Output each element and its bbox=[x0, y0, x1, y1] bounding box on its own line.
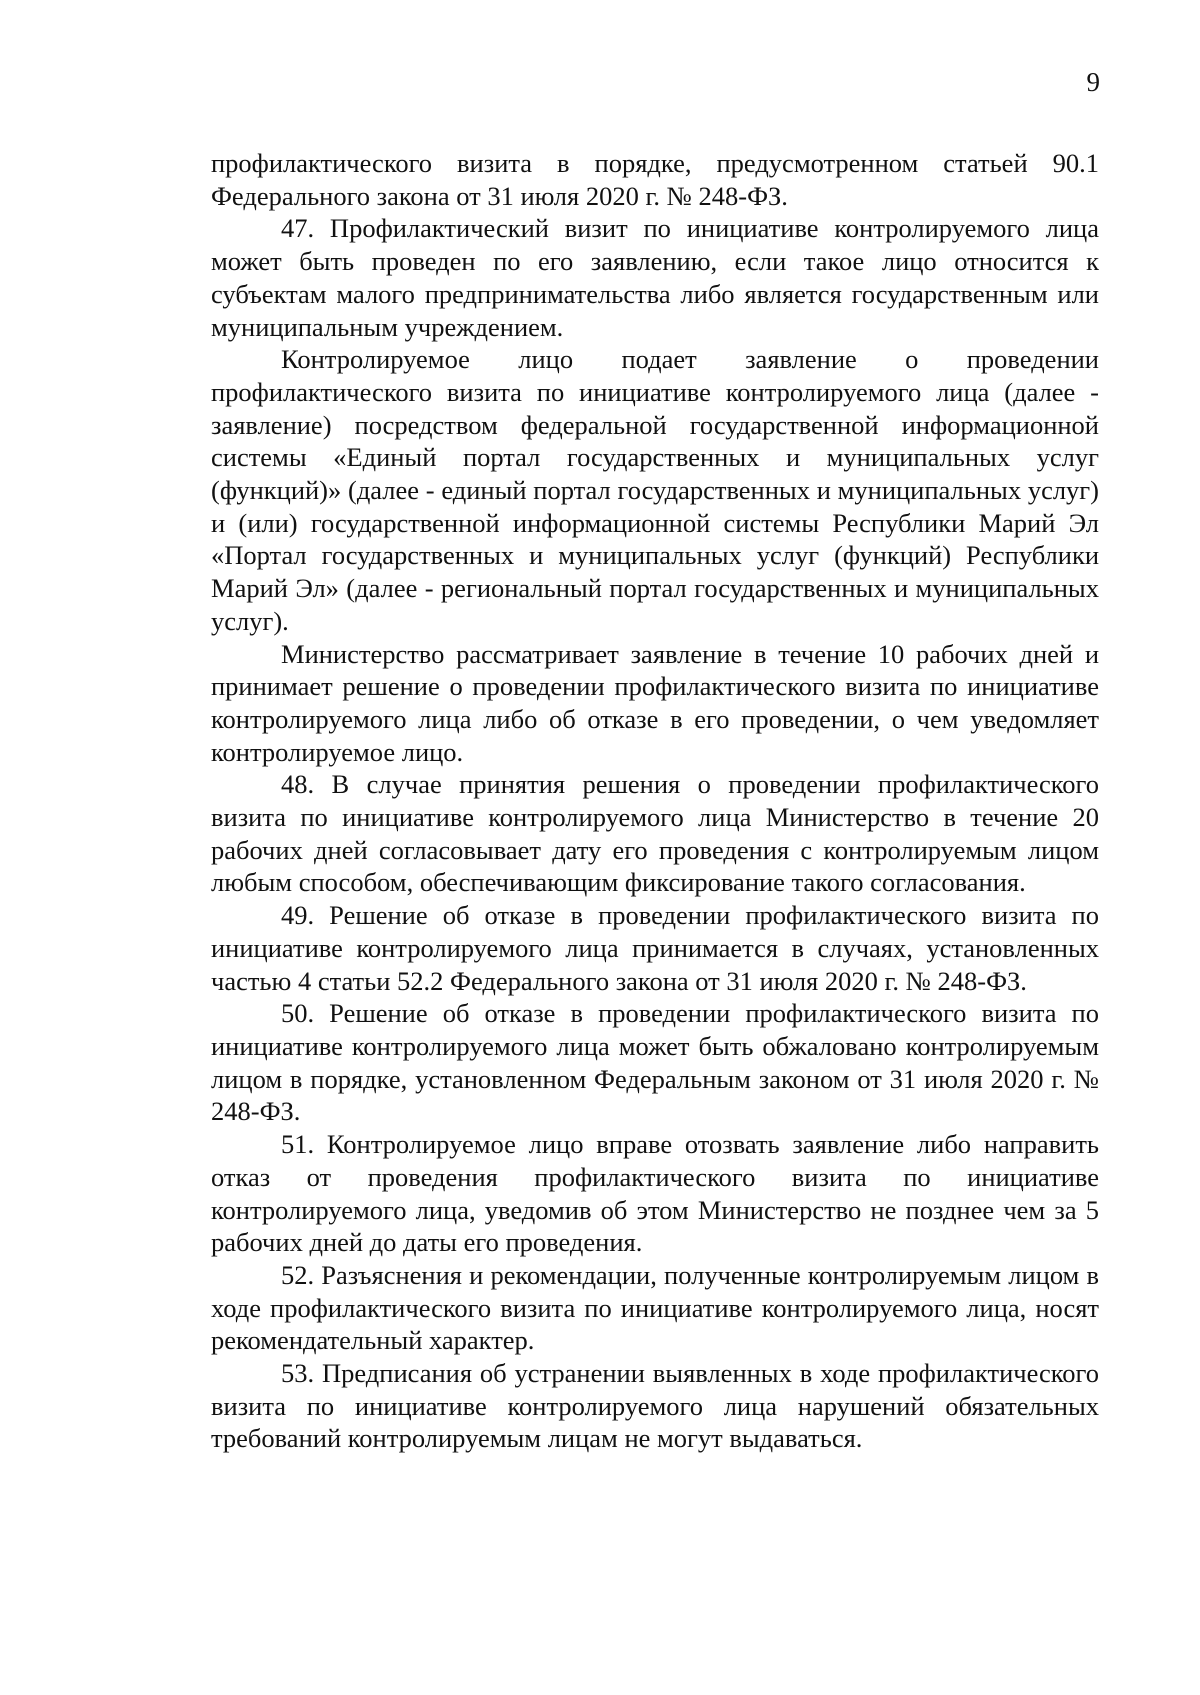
paragraph-52: 52. Разъяснения и рекомендации, полученные контролируемым лицом в ходе профилактического визита по инициативе контролируемого лица, носят рекомендательный характер. bbox=[211, 1259, 1099, 1356]
paragraph-47: 47. Профилактический визит по инициативе контролируемого лица может быть проведен по его заявлению, если такое лицо относится к субъектам малого предпринимательства либо является государственным или муниципальным учреждением. bbox=[211, 213, 1099, 342]
paragraph-47-review: Министерство рассматривает заявление в течение 10 рабочих дней и принимает решение о проведении профилактического визита по инициативе контролируемого лица либо об отказе в его проведении, о чем уведомляет контролируемое лицо. bbox=[211, 638, 1099, 767]
paragraph-53: 53. Предписания об устранении выявленных в ходе профилактического визита по инициативе контролируемого лица нарушений обязательных требований контролируемым лицам не могут выдаваться. bbox=[211, 1358, 1099, 1454]
page-number: 9 bbox=[1086, 67, 1100, 97]
paragraph-50: 50. Решение об отказе в проведении профилактического визита по инициативе контролируемого лица может быть обжаловано контролируемым лицом в порядке, установленном Федеральным законом от 31 июля 2020 г. № 248-ФЗ. bbox=[211, 998, 1099, 1127]
paragraph-47-application: Контролируемое лицо подает заявление о проведении профилактического визита по инициативе контролируемого лица (далее - заявление) посредством федеральной государственной информационной системы «Единый портал государственных и муниципальных услуг (функций)» (далее - единый портал государственных и муниципальных услуг) и (или) государственной информационной системы Республики Марий Эл «Портал государственных и муниципальных услуг (функций) Республики Марий Эл» (далее - региональный портал государственных и муниципальных услуг). bbox=[211, 344, 1099, 636]
paragraph-48: 48. В случае принятия решения о проведении профилактического визита по инициативе контролируемого лица Министерство в течение 20 рабочих дней согласовывает дату его проведения с контролируемым лицом любым способом, обеспечивающим фиксирование такого согласования. bbox=[211, 769, 1099, 898]
paragraph-51: 51. Контролируемое лицо вправе отозвать заявление либо направить отказ от проведения профилактического визита по инициативе контролируемого лица, уведомив об этом Министерство не позднее чем за 5 рабочих дней до даты его проведения. bbox=[211, 1129, 1099, 1258]
paragraph-intro-continuation: профилактического визита в порядке, предусмотренном статьей 90.1 Федерального закона от 31 июля 2020 г. № 248-ФЗ. bbox=[211, 148, 1099, 211]
document-body bbox=[211, 147, 1099, 1455]
paragraph-49: 49. Решение об отказе в проведении профилактического визита по инициативе контролируемого лица принимается в случаях, установленных частью 4 статьи 52.2 Федерального закона от 31 июля 2020 г. № 248-ФЗ. bbox=[211, 900, 1099, 996]
